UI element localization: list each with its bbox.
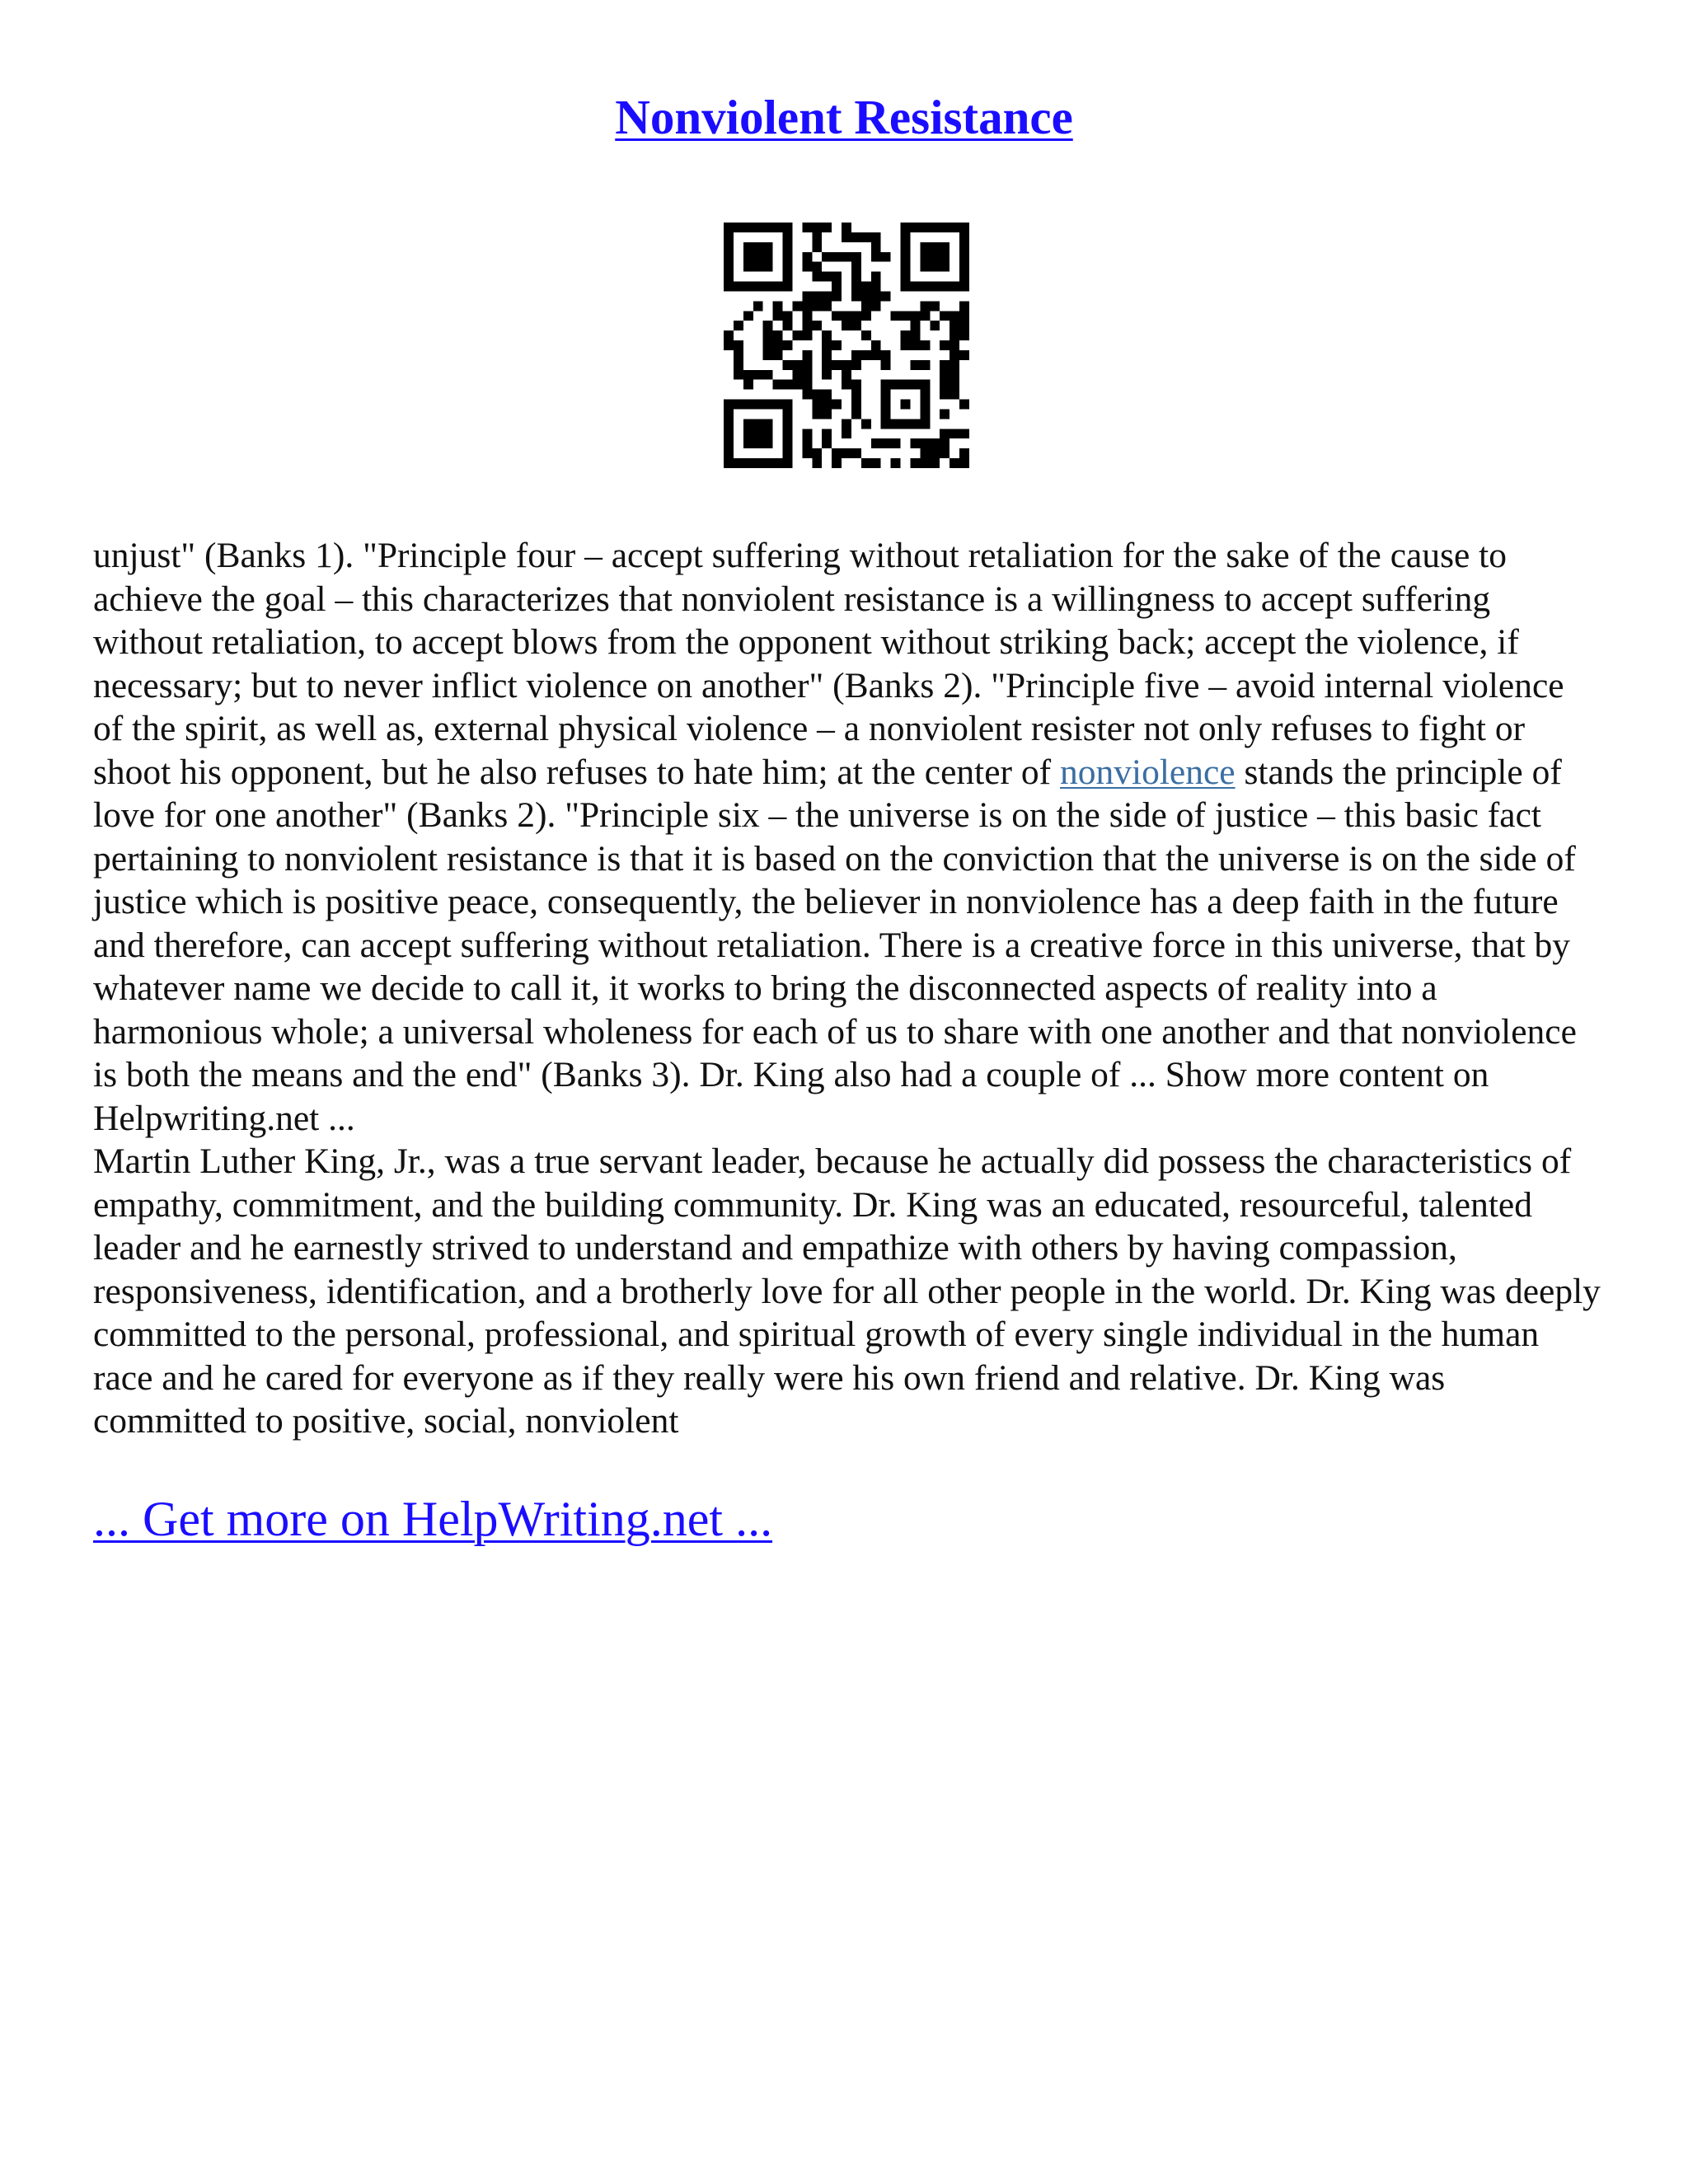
title-container xyxy=(0,89,1688,146)
get-more-link[interactable]: ... Get more on HelpWriting.net ... xyxy=(93,1492,773,1546)
paragraph-2: Martin Luther King, Jr., was a true servant leader, because he actually did possess the characteristics of empathy, commitment, and the building community. Dr. King was an educated, resourceful, talented leader and he earnestly strived to understand and empathize with others by having compassion, responsiveness, identification, and a brotherly love for all other people in the world. Dr. King was deeply committed to the personal, professional, and spiritual growth of every single individual in the human race and he cared for everyone as if they really were his own friend and relative. Dr. King was committed to positive, social, nonviolent xyxy=(93,1141,1601,1441)
qr-code-icon xyxy=(724,223,969,468)
nonviolence-link[interactable]: nonviolence xyxy=(1060,752,1236,792)
article-body xyxy=(93,534,1601,1443)
paragraph-1 xyxy=(93,534,1601,1140)
paragraph-1-text-a: unjust" (Banks 1). "Principle four – accept suffering without retaliation for the sake of the cause to achieve the goal – this characterizes that nonviolent resistance is a willingness to accept suffering without retaliation, to accept blows from the opponent without striking back; accept the violence, if necessary; but to never inflict violence on another" (Banks 2). "Principle five – avoid internal violence of the spirit, as well as, external physical violence – a nonviolent resister not only refuses to fight or shoot his opponent, but he also refuses to hate him; at the center of xyxy=(93,536,1564,792)
paragraph-1-text-b: stands the principle of love for one another" (Banks 2). "Principle six – the universe is on the side of justice – this basic fact pertaining to nonviolent resistance is that it is based on the conviction that the universe is on the side of justice which is positive peace, consequently, the believer in nonviolence has a deep faith in the future and therefore, can accept suffering without retaliation. There is a creative force in this universe, that by whatever name we decide to call it, it works to bring the disconnected aspects of reality into a harmonious whole; a universal wholeness for each of us to share with one another and that nonviolence is both the means and the end" (Banks 3). Dr. King also had a couple of ... Show more content on Helpwriting.net ... xyxy=(93,752,1577,1138)
page-title-link[interactable]: Nonviolent Resistance xyxy=(615,90,1073,144)
